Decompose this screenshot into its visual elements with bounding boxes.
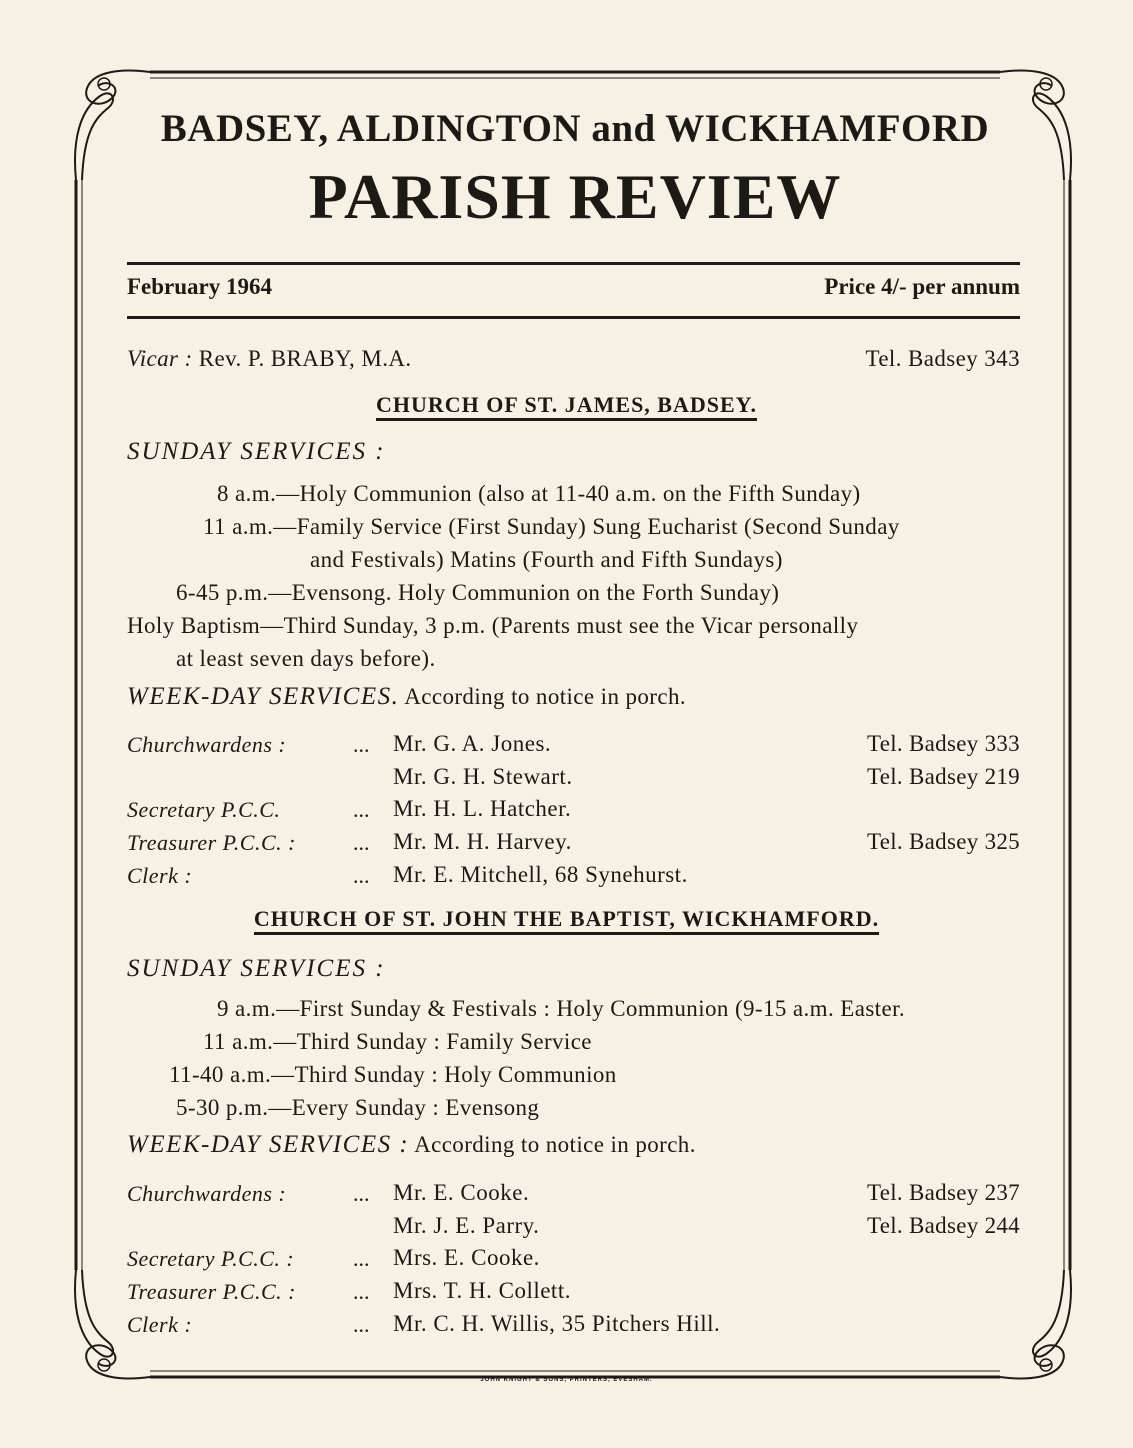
officer-name: Mrs. E. Cooke. (393, 1245, 540, 1270)
officer-role: Churchwardens : (127, 732, 287, 757)
officer-name: Mr. C. H. Willis, 35 Pitchers Hill. (393, 1311, 721, 1336)
badsey-sunday-line: 11 a.m.—Family Service (First Sunday) Sung Eucharist (Second Sunday (203, 514, 900, 539)
wickhamford-sunday-line: 11 a.m.—Third Sunday : Family Service (203, 1029, 592, 1054)
masthead-title-line1: BADSEY, ALDINGTON and WICKHAMFORD (160, 107, 990, 150)
vicar-name: Rev. P. BRABY, M.A. (198, 346, 412, 371)
officer-name: Mr. M. H. Harvey. (393, 829, 572, 854)
officer-role: Secretary P.C.C. : (127, 1246, 295, 1271)
vicar-line (127, 346, 412, 372)
officer-tel: Tel. Badsey 244 (866, 1213, 1020, 1238)
divider-top (127, 262, 1020, 265)
officer-name: Mr. E. Cooke. (393, 1180, 530, 1205)
leader-dots: ... (353, 830, 370, 855)
masthead-title-line2: PARISH REVIEW (308, 161, 842, 232)
badsey-heading-text: CHURCH OF ST. JAMES, BADSEY. (376, 392, 757, 421)
officer-role: Churchwardens : (127, 1181, 287, 1206)
wickhamford-sunday-label: SUNDAY SERVICES : (127, 955, 386, 982)
leader-dots: ... (353, 863, 370, 888)
vicar-label: Vicar : (127, 346, 193, 371)
badsey-baptism-line: Holy Baptism—Third Sunday, 3 p.m. (Parents must see the Vicar personally (127, 613, 859, 638)
leader-dots: ... (353, 797, 370, 822)
vicar-tel: Tel. Badsey 343 (865, 346, 1020, 371)
wickhamford-weekday (127, 1131, 696, 1159)
officer-name: Mr. J. E. Parry. (393, 1213, 540, 1238)
officer-role: Treasurer P.C.C. : (127, 1279, 296, 1304)
officer-role: Clerk : (127, 1312, 193, 1337)
wickhamford-heading (0, 906, 1133, 932)
officer-name: Mrs. T. H. Collett. (393, 1278, 571, 1303)
printer-credit: JOHN KNIGHT & SONS, PRINTERS, EVESHAM. (480, 1377, 653, 1383)
badsey-sunday-line: 8 a.m.—Holy Communion (also at 11-40 a.m. on the Fifth Sunday) (217, 481, 861, 506)
officer-name: Mr. E. Mitchell, 68 Synehurst. (393, 862, 688, 887)
leader-dots: ... (353, 1181, 370, 1206)
badsey-heading (0, 392, 1133, 418)
wickhamford-weekday-text: According to notice in porch. (414, 1132, 696, 1157)
divider-bottom (127, 316, 1020, 319)
officer-name: Mr. G. A. Jones. (393, 731, 552, 756)
price: Price 4/- per annum (824, 274, 1020, 299)
officer-tel: Tel. Badsey 333 (866, 731, 1020, 756)
officer-tel: Tel. Badsey 237 (866, 1180, 1020, 1205)
officer-role: Clerk : (127, 863, 193, 888)
badsey-sunday-line: 6-45 p.m.—Evensong. Holy Communion on the Forth Sunday) (176, 580, 780, 605)
officer-role: Secretary P.C.C. (127, 797, 281, 822)
wickhamford-heading-text: CHURCH OF ST. JOHN THE BAPTIST, WICKHAMFORD. (254, 906, 879, 935)
badsey-weekday-label: WEEK-DAY SERVICES. (127, 683, 400, 710)
officer-tel: Tel. Badsey 219 (866, 764, 1020, 789)
badsey-sunday-line: and Festivals) Matins (Fourth and Fifth Sundays) (310, 547, 783, 572)
officer-name: Mr. G. H. Stewart. (393, 764, 573, 789)
badsey-weekday-text: According to notice in porch. (404, 684, 687, 709)
leader-dots: ... (353, 1279, 370, 1304)
leader-dots: ... (353, 732, 370, 757)
officer-role: Treasurer P.C.C. : (127, 830, 296, 855)
wickhamford-sunday-line: 11-40 a.m.—Third Sunday : Holy Communion (169, 1062, 617, 1087)
badsey-sunday-label: SUNDAY SERVICES : (127, 438, 386, 465)
badsey-baptism-line: at least seven days before). (176, 646, 436, 671)
wickhamford-sunday-line: 9 a.m.—First Sunday & Festivals : Holy Communion (9-15 a.m. Easter. (217, 996, 906, 1021)
badsey-weekday (127, 683, 686, 711)
wickhamford-sunday-line: 5-30 p.m.—Every Sunday : Evensong (176, 1095, 540, 1120)
issue-date: February 1964 (127, 274, 273, 299)
officer-tel: Tel. Badsey 325 (866, 829, 1020, 854)
leader-dots: ... (353, 1312, 370, 1337)
officer-name: Mr. H. L. Hatcher. (393, 796, 572, 821)
leader-dots: ... (353, 1246, 370, 1271)
wickhamford-weekday-label: WEEK-DAY SERVICES : (127, 1131, 410, 1158)
